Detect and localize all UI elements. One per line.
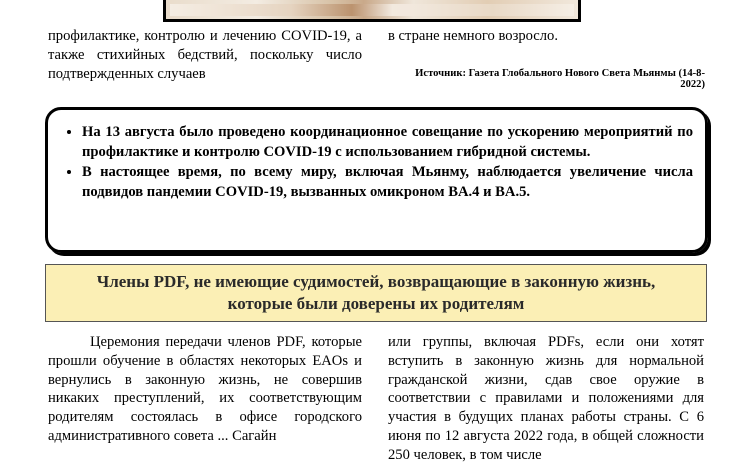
news-photo — [163, 0, 581, 22]
article-text-top-left: профилактике, контролю и лечению COVID-19, а также стихийных бедствий, поскольку число подтвержденных случаев — [48, 28, 362, 82]
article-headline: Члены PDF, не имеющие судимостей, возвращающие в законную жизнь, которые были доверены их родителям — [45, 264, 707, 322]
summary-bullet: • В настоящее время, по всему миру, включая Мьянму, наблюдается увеличение числа подвидов пандемии COVID-19, вызванных омикроном BA.4 и BA.5. — [82, 162, 693, 202]
article-text-right: или группы, включая PDFs, если они хотят вступить в законную жизнь для нормальной гражданской жизни, сдав свое оружие в соответствии с правилами и положениями для участия в будущих планах работы страны. С 6 июня по 12 августа 2022 года, в общей сложности 250 человек, в том числе — [388, 334, 704, 463]
source-citation: Источник: Газета Глобального Нового Света Мьянмы (14-8-2022) — [415, 68, 705, 90]
article-text-top-right: в стране немного возросло. — [388, 28, 558, 44]
summary-box — [45, 107, 708, 253]
summary-list — [54, 122, 693, 202]
article-text-left: Церемония передачи членов PDF, которые прошли обучение в областях некоторых EAOs и вернулись в законную жизнь, не совершив никаких преступлений, их соответствующим родителям состоялась в офисе городского административного совета ... Сагайн — [48, 334, 362, 444]
summary-bullet: • На 13 августа было проведено координационное совещание по ускорению мероприятий по профилактике и контролю COVID-19 с использованием гибридной системы. — [82, 122, 693, 162]
